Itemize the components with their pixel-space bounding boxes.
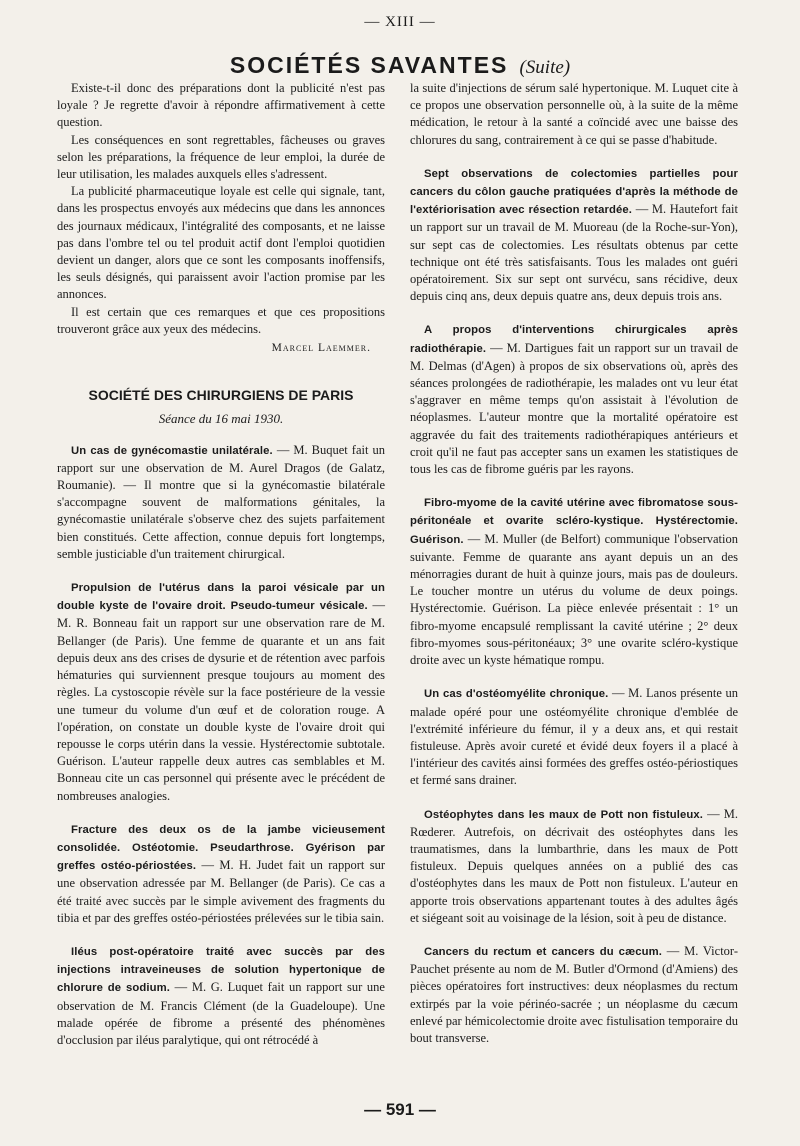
article-heading: Fracture des deux os de la jambe vicieusement consolidée. Ostéotomie. Pseudarthrose. Gyérison par greffes ostéo-périostées.	[57, 823, 385, 873]
paragraph: Existe-t-il donc des préparations dont la publicité n'est pas loyale ? Je regrette d'avoir à répondre affirmativement à cette question.	[57, 81, 385, 130]
article-continuation	[410, 80, 738, 149]
paragraph: La publicité pharmaceutique loyale est celle qui signale, tant, dans les prospectus envoyés aux médecins que dans les annonces des journaux médicaux, l'intégralité des composants, et ne laisse pas dans l'ombre tel ou tel produit actif dont l'emploi quotidien devient un danger, alors que ce sont les composants inoffensifs, les seuls désignés, qui paraissent avoir l'action promise par les annonces.	[57, 184, 385, 302]
article-text: — M. Dartigues fait un rapport sur un travail de M. Delmas (d'Agen) à propos de six observations où, après des séances prolongées de radiothérapie, les malades ont vu leur état s'aggraver en même temps qu'on assistait à l'évolution de néoplasmes. L'auteur montre que la mortalité opératoire est aggravée du fait des traitements radiothérapiques antérieurs et croit qu'il ne faut pas accepter sans un examen les statistiques de tous les cas de fibrome guéris par les rayons.	[410, 340, 738, 477]
article-block	[410, 321, 738, 478]
section-title: SOCIÉTÉ DES CHIRURGIENS DE PARIS	[88, 387, 354, 404]
title-main: SOCIÉTÉS SAVANTES	[229, 52, 509, 78]
article-heading: Un cas d'ostéomyélite chronique.	[424, 688, 609, 701]
article-text: — M. Muller (de Belfort) communique l'observation suivante. Femme de quarante ans ayant depuis un an des ménorragies durant de huit à quinze jours, mais pas de douleurs. Le toucher montre un utérus du volume de deux poings. Hystérectomie. Guérison. La pièce enlevée présentait : 1° un fibro-myome encapsulé remplissant la cavité utérine ; 2° deux fibro-myomes sous-péritonéaux; 3° une ovarite scléro-kystique droite avec un kyste hématique rompu.	[410, 531, 738, 668]
article-block	[410, 165, 738, 306]
right-column	[410, 80, 738, 1063]
article-block	[410, 494, 738, 669]
article-block	[57, 442, 385, 563]
article-text: — M. Victor-Pauchet présente au nom de M. Butler d'Ormond (d'Amiens) des pièces opératoires fort instructives: deux néoplasmes du rectum extirpés par la voie périnéo-sacrée ; un néoplasme du cæcum enlevé par hémicolectomie droite avec fistulisation temporaire du bout transverse.	[410, 943, 738, 1045]
article-heading: Sept observations de colectomies partielles pour cancers du côlon gauche pratiquées d'après la méthode de l'extériorisation avec résection retardée.	[410, 167, 738, 217]
article-heading: Iléus post-opératoire traité avec succès par des injections intraveineuses de solution hypertonique de chlorure de sodium.	[57, 945, 385, 995]
session-date: Séance du 16 mai 1930.	[158, 411, 284, 427]
signature: Marcel Laemmer.	[271, 342, 371, 355]
article-heading: Cancers du rectum et cancers du cæcum.	[424, 945, 662, 958]
article-heading: Un cas de gynécomastie unilatérale.	[71, 444, 273, 457]
paragraph: Il est certain que ces remarques et que ces propositions trouveront grâce aux yeux des médecins.	[57, 304, 385, 336]
article-block	[57, 821, 385, 927]
article-block	[410, 806, 738, 927]
article-block	[57, 579, 385, 805]
article-heading: A propos d'interventions chirurgicales après radiothérapie.	[410, 324, 738, 355]
paragraph: Les conséquences en sont regrettables, fâcheuses ou graves selon les préparations, la fréquence de leur emploi, la durée de leur utilisation, les malades auxquels elles s'adressent.	[57, 132, 385, 182]
page-number: — 591 —	[364, 1100, 436, 1119]
article-heading: Ostéophytes dans les maux de Pott non fistuleux.	[424, 808, 704, 821]
title-suite: (Suite)	[519, 57, 571, 78]
article-text: — M. Rœderer. Autrefois, on décrivait des ostéophytes dans les traumatismes, dans la lumbarthrie, dans les maux de Pott fistuleux. Depuis quelques années on a publié des cas d'ostéophytes dans les maux de Pott non fistuleux. L'auteur en apporte trois observations appartenant toutes à des adultes âgés et siégeant soit au voisinage de la lésion, soit à peu de distance.	[410, 806, 738, 925]
article-text: — M. G. Luquet fait un rapport sur une observation de M. Francis Clément (de la Guadeloupe). Une malade opérée de fibrome a présenté des phénomènes d'occlusion par iléus paralytique, qui ont rétrocédé à	[57, 980, 385, 1047]
article-heading: Fibro-myome de la cavité utérine avec fibromatose sous-péritonéale et ovarite scléro-kystique. Hystérectomie. Guérison.	[410, 497, 738, 546]
article-block	[57, 943, 385, 1049]
article-text: — M. Buquet fait un rapport sur une observation de M. Aurel Dragos (de Galatz, Roumanie). — Il montre que si la gynécomastie bilatérale s'accompagne souvent de malformations génitales, la gynécomastie unilatérale s'observe chez des sujets parfaitement bien constitués. Cette affection, connue depuis fort longtemps, semble justiciable d'un traitement chirurgical.	[57, 442, 385, 561]
article-text: — M. R. Bonneau fait un rapport sur une observation rare de M. Bellanger (de Paris). Une femme de quarante et un ans fait depuis deux ans des crises de dysurie et de rétention avec parfois hématuries qui surviennent presque toujours au moment des règles. La cystoscopie révèle sur la face postérieure de la vessie une tumeur du volume d'un œuf et de coloration rouge. A l'opération, on constate un double kyste de l'ovaire droit qui repousse le corps utérin dans la vessie. Hystérectomie subtotale. Guérison. L'auteur rappelle deux autres cas semblables et M. Bonneau cite un cas personnel qui présente avec le précédent de nombreuses analogies.	[57, 598, 386, 803]
left-column	[57, 80, 385, 1065]
article-text: — M. Hautefort fait un rapport sur un travail de M. Muoreau (de la Roche-sur-Yon), sur sept cas de colectomies. Les résultats obtenus par cette technique ont été très satisfaisants. Tous les malades ont guéri opératoirement. Six sur sept ont survécu, sans récidive, deux depuis cinq ans, deux depuis quatre ans, deux depuis trois ans.	[410, 202, 738, 304]
article-block	[410, 943, 738, 1047]
page-roman-numeral: — XIII —	[364, 14, 436, 30]
paragraph: la suite d'injections de sérum salé hypertonique. M. Luquet cite à ce propos une observation personnelle où, à la suite de la même médication, le retour à la santé a coïncidé avec une baisse des chlorures du sang, contrairement à ce qui se passe d'habitude.	[410, 81, 738, 147]
article-text: — M. H. Judet fait un rapport sur une observation adressée par M. Bellanger (de Paris). Ce cas a été traité avec succès par le simple avivement des fragments du tibia et par des greffes ostéo-périostées prélevées sur le tibia sain.	[57, 858, 385, 925]
article-heading: Propulsion de l'utérus dans la paroi vésicale par un double kyste de l'ovaire droit. Pseudo-tumeur vésicale.	[57, 582, 385, 613]
article-text: — M. Lanos présente un malade opéré pour une ostéomyélite chronique d'emblée de l'extrémité inférieure du fémur, il y a deux ans, et qui restait fistuleuse. Après avoir cureté et évidé deux foyers il a placé à l'intérieur des cavités ainsi formées des greffes ostéo-périostiques et fermé sans drainer.	[410, 686, 738, 788]
article-block	[410, 685, 738, 789]
page-title	[0, 52, 800, 79]
